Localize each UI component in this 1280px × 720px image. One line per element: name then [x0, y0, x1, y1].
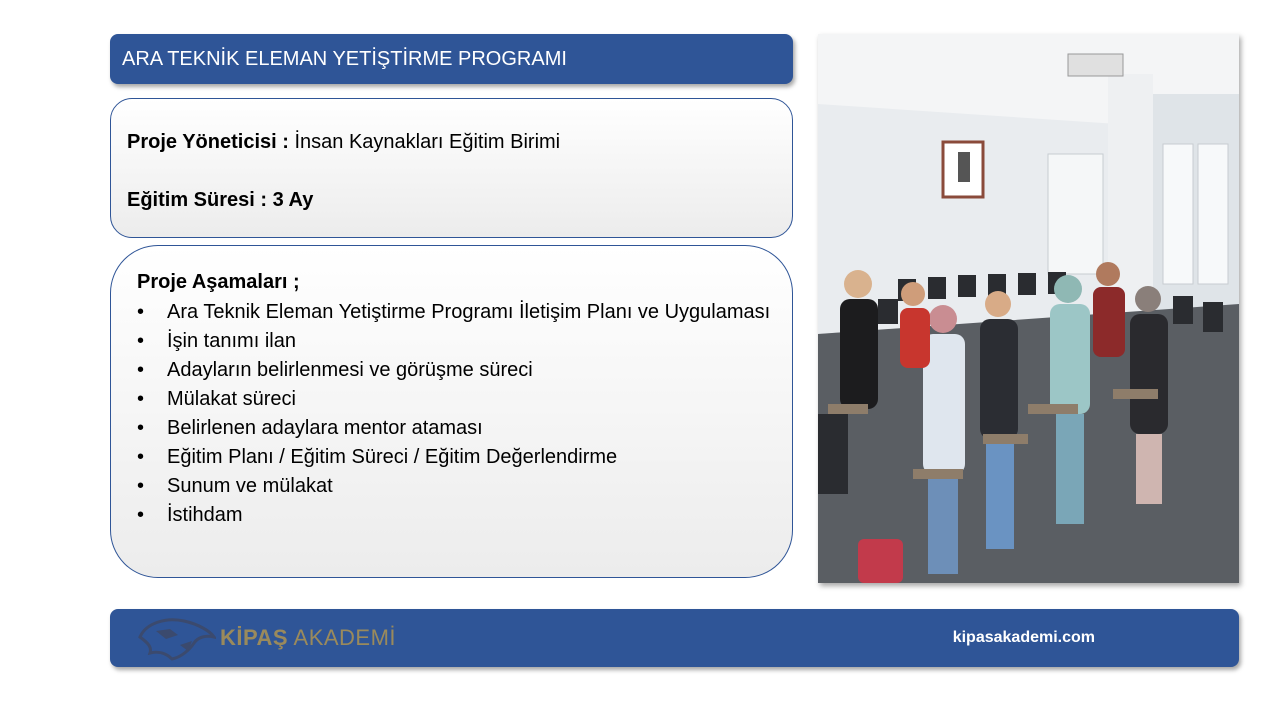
stage-item: • Ara Teknik Eleman Yetiştirme Programı İletişim Planı ve Uygulaması	[137, 298, 772, 327]
classroom-illustration	[818, 34, 1239, 583]
stage-item: • Adayların belirlenmesi ve görüşme süreci	[137, 356, 772, 385]
lion-emblem-icon	[136, 615, 216, 661]
logo-text-bold: KİPAŞ	[220, 625, 289, 650]
project-info-box	[110, 98, 793, 238]
project-stages-box	[110, 245, 793, 578]
project-manager-label: Proje Yöneticisi :	[127, 131, 289, 153]
training-duration-line	[127, 189, 792, 247]
stage-item: • İşin tanımı ilan	[137, 327, 772, 356]
logo-text-rest: AKADEMİ	[293, 625, 397, 650]
stages-list	[137, 298, 772, 530]
training-duration-value: 3 Ay	[272, 189, 314, 211]
kipas-akademi-logo	[136, 615, 396, 661]
slide-title: ARA TEKNİK ELEMAN YETİŞTİRME PROGRAMI	[122, 48, 567, 70]
classroom-photo	[818, 34, 1239, 583]
slide-title-bar	[110, 34, 793, 84]
footer-bar	[110, 609, 1239, 667]
stage-item: • Belirlenen adaylara mentor ataması	[137, 414, 772, 443]
project-manager-line	[127, 131, 792, 189]
stage-item: • Mülakat süreci	[137, 385, 772, 414]
stage-item: • İstihdam	[137, 501, 772, 530]
project-manager-value: İnsan Kaynakları Eğitim Birimi	[294, 131, 561, 153]
logo-text	[220, 625, 396, 651]
stages-title: Proje Aşamaları ;	[137, 271, 300, 293]
stage-item: • Eğitim Planı / Eğitim Süreci / Eğitim Değerlendirme	[137, 443, 772, 472]
stage-item: • Sunum ve mülakat	[137, 472, 772, 501]
training-duration-label: Eğitim Süresi :	[127, 189, 268, 211]
website-link[interactable]: kipasakademi.com	[952, 629, 1095, 646]
